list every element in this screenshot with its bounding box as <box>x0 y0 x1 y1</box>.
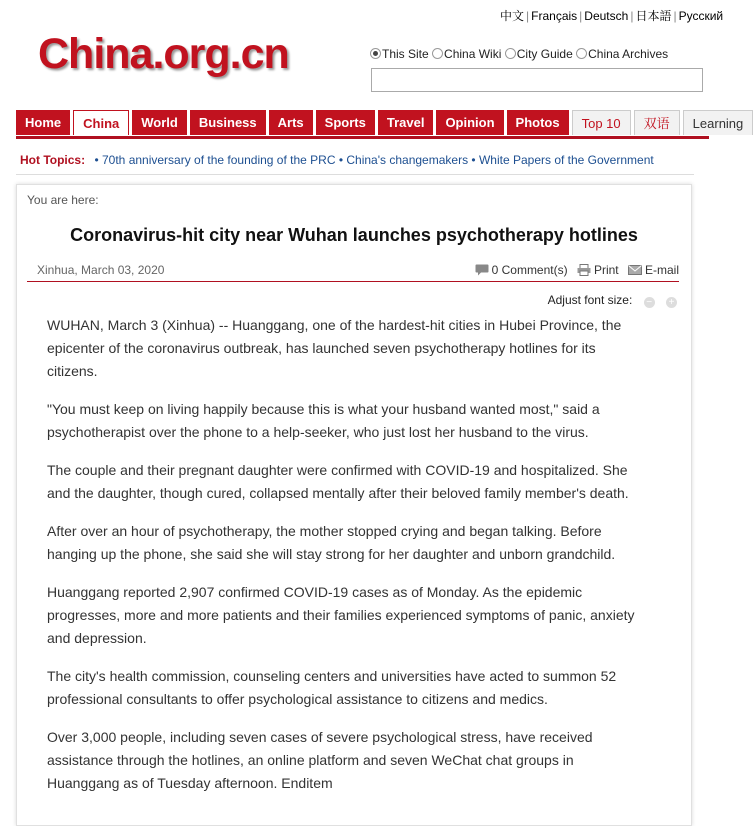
nav-tab-china[interactable]: China <box>73 110 129 135</box>
nav-tab-business[interactable]: Business <box>190 110 266 135</box>
hot-topic-link[interactable]: White Papers of the Government <box>478 153 654 167</box>
lang-link-chinese[interactable]: 中文 <box>500 9 525 23</box>
nav-tab-top10[interactable]: Top 10 <box>572 110 631 135</box>
language-bar: 中文 | Français | Deutsch | 日本語 | Русский <box>500 9 724 23</box>
radio-label-china-wiki: China Wiki <box>444 47 502 61</box>
search-input[interactable] <box>371 68 703 92</box>
email-icon <box>628 264 642 276</box>
article-paragraph: Over 3,000 people, including seven cases of severe psychological stress, have received assistance through the hotlines, an online platform and seven WeChat chat groups in Huanggang as of Tuesday afternoon. Enditem <box>47 729 593 791</box>
hot-topic-link[interactable]: China's changemakers <box>346 153 469 167</box>
comments-link[interactable]: 0 Comment(s) <box>491 263 568 277</box>
radio-label-china-archives: China Archives <box>588 47 669 61</box>
radio-city-guide[interactable] <box>505 48 516 59</box>
article-meta <box>27 261 679 282</box>
search-scope-options <box>370 47 668 61</box>
nav-tab-travel[interactable]: Travel <box>378 110 434 135</box>
main-nav <box>16 110 744 139</box>
nav-tab-learning[interactable]: Learning <box>683 110 754 135</box>
radio-china-archives[interactable] <box>576 48 587 59</box>
radio-label-city-guide: City Guide <box>516 47 573 61</box>
font-size-label: Adjust font size: <box>547 293 633 307</box>
article-paragraph: "You must keep on living happily because this is what your husband wanted most," said a psychotherapist over the phone to a help-seeker, who just lost her husband to the virus. <box>47 401 600 440</box>
lang-link-german[interactable]: Deutsch <box>584 9 629 23</box>
nav-tab-sports[interactable]: Sports <box>316 110 375 135</box>
article-paragraph: Huanggang reported 2,907 confirmed COVID-19 cases as of Monday. As the epidemic progresses, more and more patients and their families experienced symptoms of panic, anxiety and depression. <box>47 584 635 646</box>
lang-link-russian[interactable]: Русский <box>678 9 724 23</box>
print-icon <box>577 264 591 276</box>
print-link[interactable]: Print <box>593 263 619 277</box>
breadcrumb: You are here: <box>27 193 99 207</box>
article-card <box>16 184 692 826</box>
hot-topic-link[interactable]: 70th anniversary of the founding of the PRC <box>102 153 336 167</box>
article-title: Coronavirus-hit city near Wuhan launches psychotherapy hotlines <box>70 225 638 245</box>
hot-topics-bar: Hot Topics: • 70th anniversary of the founding of the PRC • China's changemakers • White Papers of the Government <box>16 146 694 175</box>
lang-link-japanese[interactable]: 日本語 <box>635 9 672 23</box>
comment-icon <box>475 264 489 276</box>
nav-tab-photos[interactable]: Photos <box>507 110 569 135</box>
nav-tab-opinion[interactable]: Opinion <box>436 110 503 135</box>
article-paragraph: The couple and their pregnant daughter were confirmed with COVID-19 and hospitalized. She and the daughter, though cured, collapsed mentally after their beloved family member's death. <box>47 462 629 501</box>
article-paragraph: The city's health commission, counseling centers and universities have acted to summon 52 professional consultants to offer psychological assistance to citizens and medics. <box>47 668 617 707</box>
font-decrease-icon[interactable]: − <box>644 297 655 308</box>
hot-topics-label: Hot Topics: <box>20 153 86 167</box>
article-body <box>47 314 647 810</box>
nav-tab-bilingual[interactable]: 双语 <box>634 110 680 135</box>
lang-link-french[interactable]: Français <box>531 9 578 23</box>
article-source-date: Xinhua, March 03, 2020 <box>37 263 165 277</box>
radio-label-this-site: This Site <box>382 47 429 61</box>
nav-tab-arts[interactable]: Arts <box>269 110 313 135</box>
font-size-control <box>548 293 677 308</box>
article-paragraph: WUHAN, March 3 (Xinhua) -- Huanggang, one of the hardest-hit cities in Hubei Province, the epicenter of the coronavirus outbreak, has launched seven psychotherapy hotlines for its citizens. <box>47 317 622 379</box>
site-logo[interactable]: China.org.cn <box>38 30 289 78</box>
nav-tab-world[interactable]: World <box>132 110 187 135</box>
nav-tab-home[interactable]: Home <box>16 110 70 135</box>
font-increase-icon[interactable]: + <box>666 297 677 308</box>
radio-china-wiki[interactable] <box>432 48 443 59</box>
article-paragraph: After over an hour of psychotherapy, the mother stopped crying and began talking. Before hanging up the phone, she said she will stay strong for her daughter and unborn grandchild. <box>47 523 616 562</box>
email-link[interactable]: E-mail <box>644 263 679 277</box>
radio-this-site[interactable] <box>370 48 381 59</box>
